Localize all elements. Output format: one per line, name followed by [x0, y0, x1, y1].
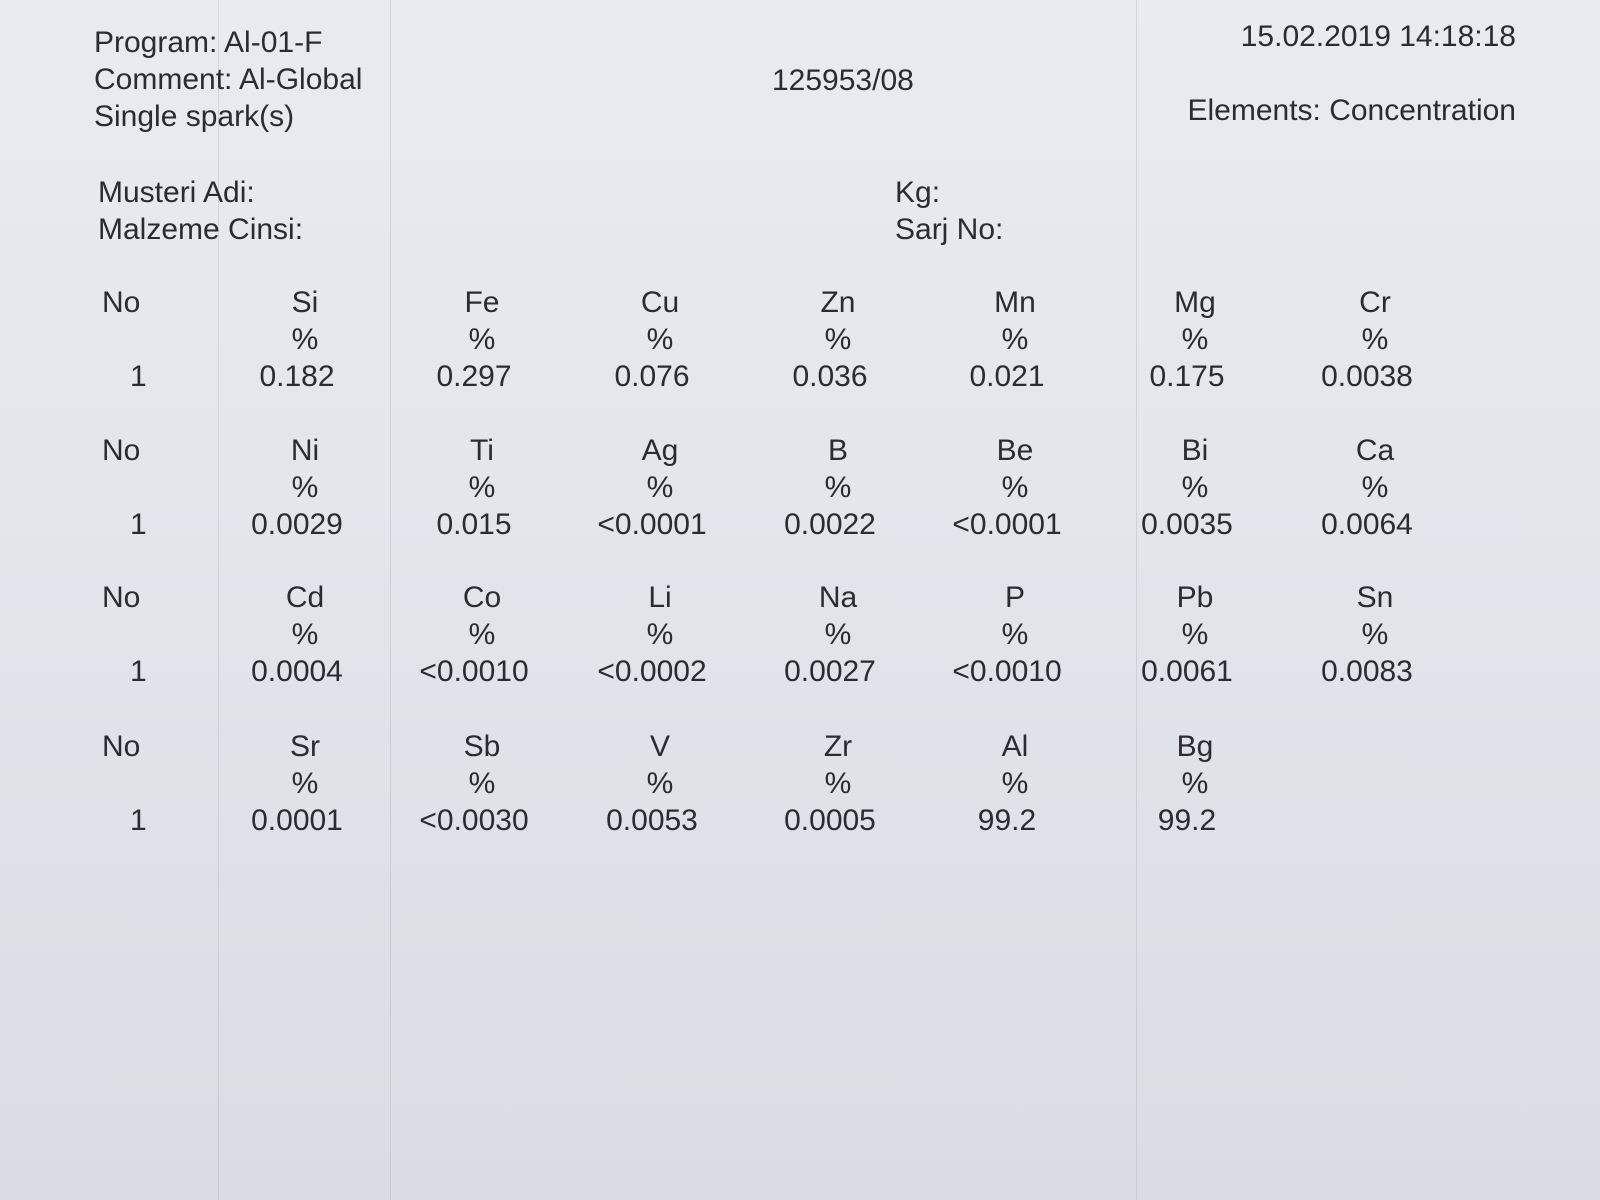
unit-label: % — [646, 618, 674, 651]
element-symbol: Mn — [994, 286, 1036, 319]
customer-label: Musteri Adi: — [98, 176, 255, 209]
unit-label: % — [1361, 323, 1389, 356]
material-label: Malzeme Cinsi: — [98, 213, 304, 246]
unit-label: % — [468, 323, 496, 356]
mode-line: Single spark(s) — [94, 100, 295, 133]
concentration-value: 0.076 — [614, 360, 690, 393]
sample-number: 1 — [130, 360, 147, 393]
element-symbol: Mg — [1174, 286, 1216, 319]
element-symbol: Fe — [464, 286, 500, 319]
unit-label: % — [291, 323, 319, 356]
element-symbol: Co — [462, 581, 502, 614]
program-line: Program: Al-01-F — [94, 26, 323, 59]
unit-label: % — [646, 323, 674, 356]
element-symbol: Si — [291, 286, 319, 319]
no-header: No — [102, 286, 141, 319]
elements-label: Elements: Concentration — [1187, 94, 1516, 127]
element-symbol: Cr — [1359, 286, 1391, 319]
concentration-value: <0.0010 — [952, 655, 1062, 688]
comment-line: Comment: Al-Global — [94, 63, 363, 96]
element-symbol: Zr — [823, 730, 853, 763]
element-symbol: Bg — [1176, 730, 1214, 763]
concentration-value: 0.0064 — [1321, 508, 1413, 541]
unit-label: % — [824, 767, 852, 800]
element-symbol: Ni — [290, 434, 320, 467]
element-symbol: V — [649, 730, 670, 763]
concentration-value: <0.0002 — [597, 655, 707, 688]
element-symbol: Bi — [1181, 434, 1209, 467]
element-symbol: Ti — [470, 434, 494, 467]
element-symbol: Zn — [820, 286, 856, 319]
concentration-value: 0.0083 — [1321, 655, 1413, 688]
concentration-value: 0.0027 — [784, 655, 876, 688]
element-symbol: Be — [996, 434, 1034, 467]
concentration-value: 0.0035 — [1141, 508, 1233, 541]
element-symbol: Pb — [1176, 581, 1214, 614]
unit-label: % — [1361, 618, 1389, 651]
concentration-value: 0.182 — [259, 360, 335, 393]
concentration-value: 99.2 — [977, 804, 1037, 837]
concentration-value: <0.0030 — [419, 804, 529, 837]
concentration-value: 0.0001 — [251, 804, 343, 837]
unit-label: % — [824, 618, 852, 651]
concentration-value: 0.297 — [436, 360, 512, 393]
unit-label: % — [1181, 767, 1209, 800]
element-symbol: Ca — [1355, 434, 1395, 467]
concentration-value: 99.2 — [1157, 804, 1217, 837]
unit-label: % — [291, 767, 319, 800]
element-symbol: Al — [1001, 730, 1029, 763]
element-symbol: Cd — [285, 581, 325, 614]
datetime: 15.02.2019 14:18:18 — [1240, 20, 1516, 53]
concentration-value: 0.0022 — [784, 508, 876, 541]
unit-label: % — [1181, 471, 1209, 504]
unit-label: % — [1181, 323, 1209, 356]
concentration-value: <0.0010 — [419, 655, 529, 688]
unit-label: % — [1361, 471, 1389, 504]
unit-label: % — [468, 471, 496, 504]
element-symbol: Ag — [641, 434, 679, 467]
concentration-value: 0.0038 — [1321, 360, 1413, 393]
unit-label: % — [468, 767, 496, 800]
concentration-value: 0.036 — [792, 360, 868, 393]
unit-label: % — [468, 618, 496, 651]
no-header: No — [102, 581, 141, 614]
concentration-value: <0.0001 — [952, 508, 1062, 541]
sample-number: 1 — [130, 655, 147, 688]
unit-label: % — [1001, 767, 1029, 800]
element-symbol: Cu — [640, 286, 680, 319]
concentration-value: 0.021 — [969, 360, 1045, 393]
sample-number: 1 — [130, 804, 147, 837]
unit-label: % — [646, 767, 674, 800]
charge-no-label: Sarj No: — [895, 213, 1004, 246]
element-symbol: Sn — [1356, 581, 1394, 614]
unit-label: % — [824, 471, 852, 504]
paper-fold-line — [390, 0, 391, 1200]
unit-label: % — [1181, 618, 1209, 651]
concentration-value: 0.175 — [1149, 360, 1225, 393]
concentration-value: 0.0004 — [251, 655, 343, 688]
unit-label: % — [824, 323, 852, 356]
concentration-value: 0.0061 — [1141, 655, 1233, 688]
element-symbol: Sr — [290, 730, 320, 763]
unit-label: % — [291, 471, 319, 504]
no-header: No — [102, 434, 141, 467]
unit-label: % — [1001, 323, 1029, 356]
unit-label: % — [646, 471, 674, 504]
concentration-value: 0.0005 — [784, 804, 876, 837]
kg-label: Kg: — [895, 176, 941, 209]
element-symbol: P — [1004, 581, 1025, 614]
no-header: No — [102, 730, 141, 763]
concentration-value: 0.015 — [436, 508, 512, 541]
unit-label: % — [291, 618, 319, 651]
unit-label: % — [1001, 618, 1029, 651]
element-symbol: Li — [648, 581, 672, 614]
unit-label: % — [1001, 471, 1029, 504]
element-symbol: Na — [818, 581, 858, 614]
concentration-value: 0.0029 — [251, 508, 343, 541]
element-symbol: Sb — [463, 730, 501, 763]
sample-id: 125953/08 — [772, 64, 914, 97]
concentration-value: <0.0001 — [597, 508, 707, 541]
sample-number: 1 — [130, 508, 147, 541]
concentration-value: 0.0053 — [606, 804, 698, 837]
element-symbol: B — [827, 434, 848, 467]
